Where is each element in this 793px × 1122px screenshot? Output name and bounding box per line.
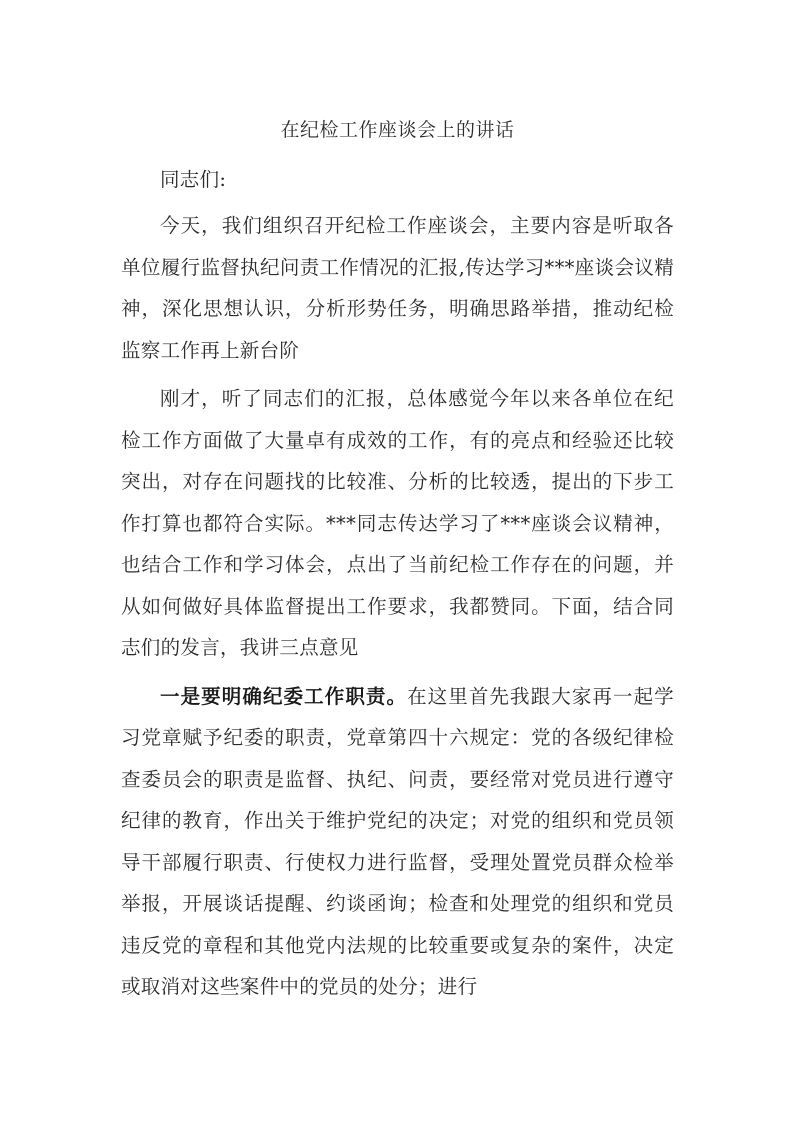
document-title: 在纪检工作座谈会上的讲话 <box>280 119 515 141</box>
point-one-heading: 一是要明确纪委工作职责。 <box>160 684 408 708</box>
paragraph-point-one <box>121 676 674 1008</box>
document-body <box>121 110 674 1015</box>
paragraph-summary: 刚才，听了同志们的汇报，总体感觉今年以来各单位在纪检工作方面做了大量卓有成效的工作，有的亮点和经验还比较突出，对存在问题找的比较准、分析的比较透，提出的下步工作打算也都符合实际。***同志传达学习了***座谈会议精神，也结合工作和学习体会，点出了当前纪检工作存在的问题，并从如何做好具体监督提出工作要求，我都赞同。下面，结合同志们的发言，我讲三点意见 <box>121 387 674 659</box>
salutation: 同志们: <box>160 167 227 191</box>
point-one-body: 在这里首先我跟大家再一起学习党章赋予纪委的职责，党章第四十六规定：党的各级纪律检查委员会的职责是监督、执纪、问责，要经常对党员进行遵守纪律的教育，作出关于维护党纪的决定；对党的组织和党员领导干部履行职责、行使权力进行监督，受理处置党员群众检举举报，开展谈话提醒、约谈函询；检查和处理党的组织和党员违反党的章程和其他党内法规的比较重要或复杂的案件，决定或取消对这些案件中的党员的处分；进行 <box>121 684 674 998</box>
paragraph-opening: 今天，我们组织召开纪检工作座谈会，主要内容是听取各单位履行监督执纪问责工作情况的汇报,传达学习***座谈会议精神，深化思想认识，分析形势任务，明确思路举措，推动纪检监察工作再上新台阶 <box>121 214 674 362</box>
